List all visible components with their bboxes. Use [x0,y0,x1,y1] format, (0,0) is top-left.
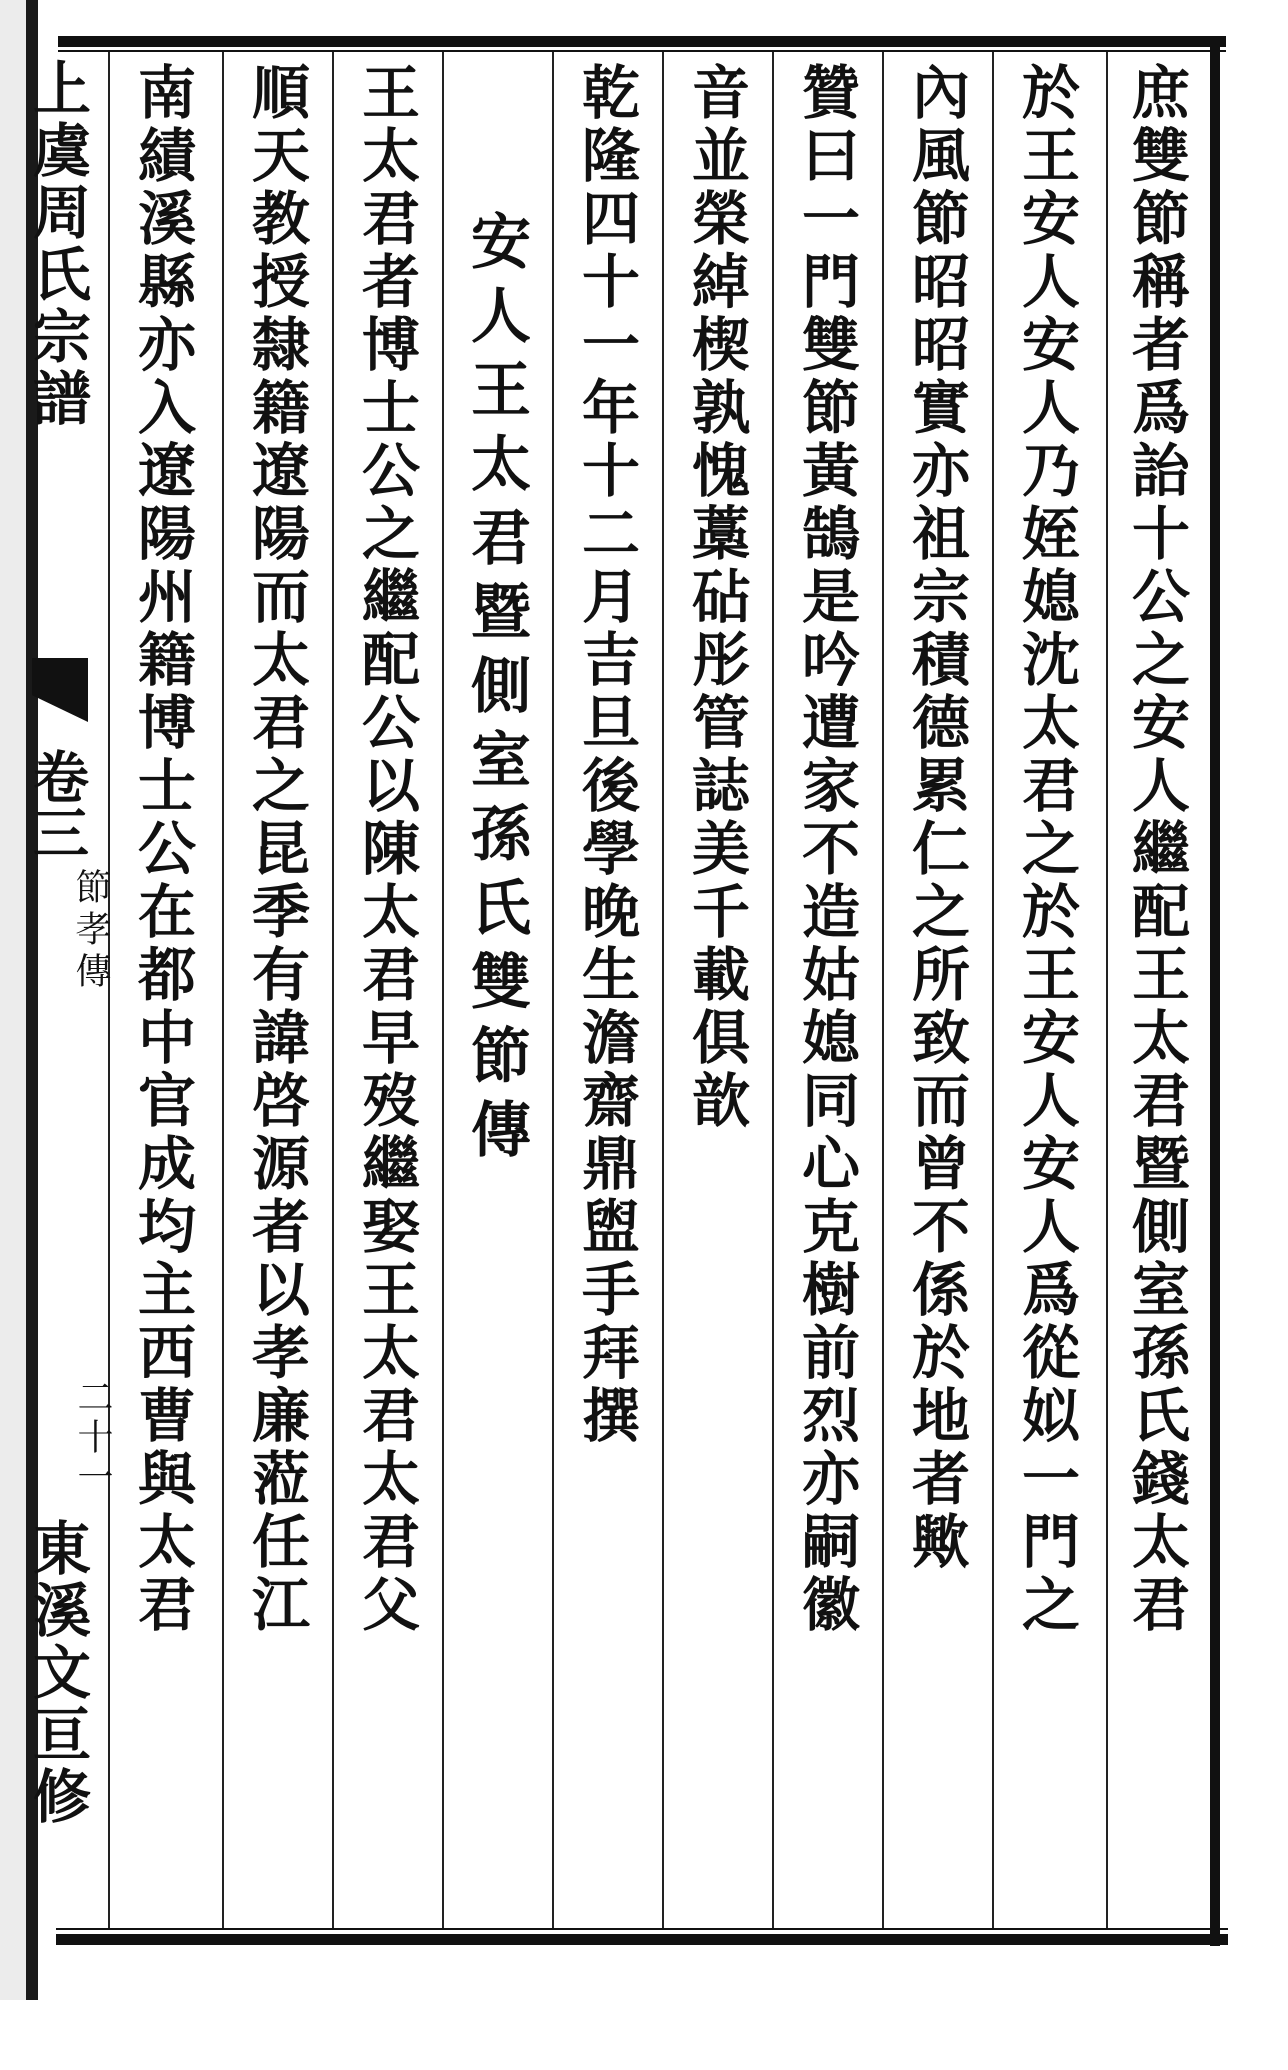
column-text: 南績溪縣亦入遼陽州籍博士公在都中官成均主西曹與太君 [128,62,196,1637]
frame-bottom-border [56,1934,1228,1945]
column-rule [772,52,774,1928]
text-column-3 [898,62,974,1922]
column-text: 乾隆四十一年十二月吉旦後學晚生澹齋鼎盥手拜撰 [572,62,640,1448]
column-rule [662,52,664,1928]
column-text: 於王安人安人乃姪媳沈太君之於王安人安人爲從姒一門之 [1012,62,1080,1637]
frame-top-border [58,36,1226,47]
fishtail-mark [32,658,88,722]
column-text: 內風節昭昭實亦祖宗積德累仁之所致而曾不係於地者歟 [902,62,970,1574]
frame-right-border [1210,36,1220,1946]
page-spine [18,58,113,1928]
column-rule [882,52,884,1928]
text-column-5 [678,62,754,1922]
column-text: 贊曰一門雙節黃鵠是吟遭家不造姑媳同心克樹前烈亦嗣徽 [792,62,860,1637]
column-rule [442,52,444,1928]
frame-top-inner-line [58,50,1226,52]
column-rule [332,52,334,1928]
spine-volume: 卷三 [24,748,90,860]
spine-book-title: 上虞周氏宗譜 [23,58,91,430]
date-signature-column [568,62,644,1922]
text-column-9 [238,62,314,1922]
column-text: 王太君者博士公之繼配公以陳太君早歿繼娶王太君太君父 [352,62,420,1637]
text-column-10 [124,62,200,1922]
spine-page-number: 二十一 [72,1378,113,1498]
column-rule [992,52,994,1928]
column-rule [552,52,554,1928]
text-column-2 [1008,62,1084,1922]
text-column-8 [348,62,424,1922]
text-column-4 [788,62,864,1922]
biography-title: 安人王太君暨側室孫氏雙節傳 [461,210,531,1172]
column-text: 庶雙節稱者爲詒十公之安人繼配王太君暨側室孫氏錢太君 [1122,62,1190,1637]
frame-bottom-inner-line [56,1928,1228,1930]
spine-hall-name: 東溪文亘修 [23,1518,91,1828]
biography-title-column [458,210,534,2070]
spine-section-name: 節孝傳 [70,868,111,994]
column-text: 音並榮綽楔孰愧藁砧彤管誌美千載俱歆 [682,62,750,1133]
column-rule [222,52,224,1928]
column-rule [1106,52,1108,1928]
text-column-1 [1118,62,1194,1922]
column-text: 順天教授隸籍遼陽而太君之昆季有諱啓源者以孝廉蒞任江 [242,62,310,1637]
